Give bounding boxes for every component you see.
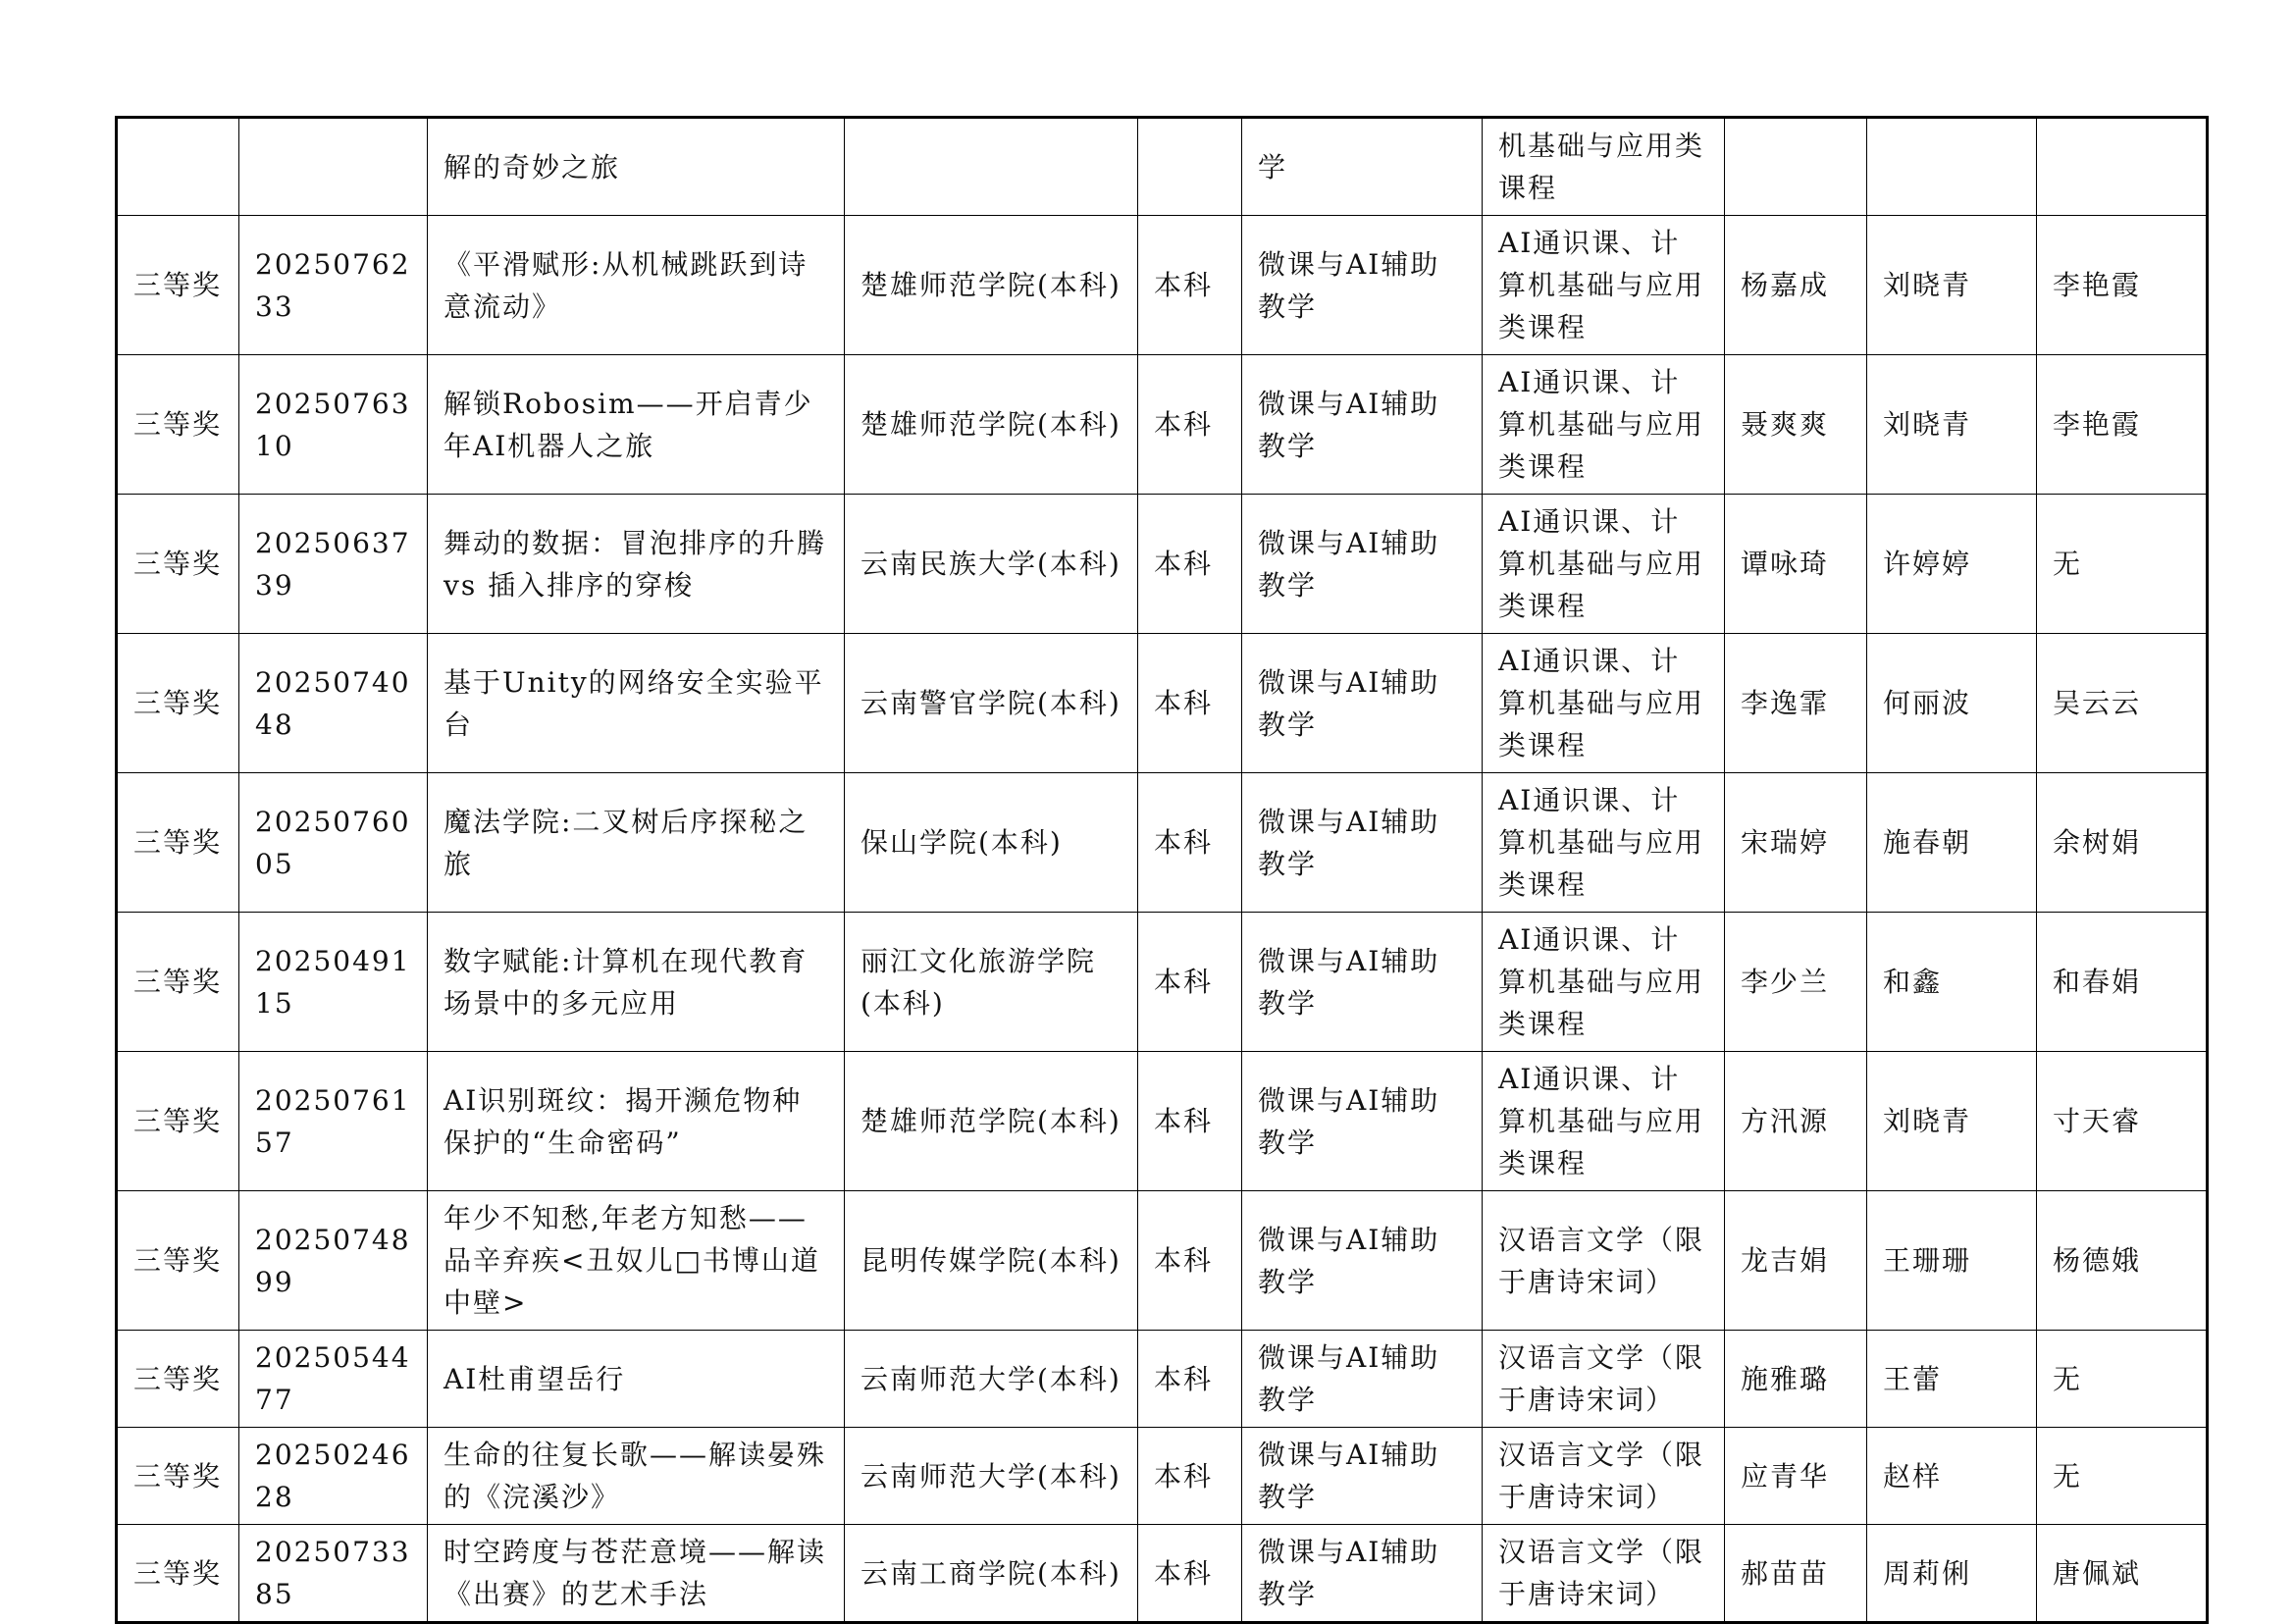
category-cell: 微课与AI辅助教学 — [1242, 913, 1483, 1052]
level-cell: 本科 — [1138, 1428, 1242, 1525]
advisor-cell: 施春朝 — [1867, 773, 2037, 913]
title-cell: 基于Unity的网络安全实验平台 — [428, 634, 845, 773]
title-cell: 解锁Robosim——开启青少年AI机器人之旅 — [428, 355, 845, 495]
level-cell: 本科 — [1138, 1052, 1242, 1191]
award-cell: 三等奖 — [117, 773, 239, 913]
award-cell: 三等奖 — [117, 1525, 239, 1623]
id-cell: 2025063739 — [239, 495, 428, 634]
subcategory-cell: AI通识课、计算机基础与应用类课程 — [1483, 355, 1725, 495]
subcategory-cell: AI通识课、计算机基础与应用类课程 — [1483, 913, 1725, 1052]
school-cell: 云南师范大学(本科) — [845, 1331, 1138, 1428]
category-cell: 微课与AI辅助教学 — [1242, 1191, 1483, 1331]
table-row — [117, 913, 2208, 1052]
advisor2-cell: 李艳霞 — [2037, 216, 2208, 355]
id-cell — [239, 118, 428, 216]
category-cell: 学 — [1242, 118, 1483, 216]
author-cell: 施雅璐 — [1725, 1331, 1867, 1428]
school-cell: 云南工商学院(本科) — [845, 1525, 1138, 1623]
advisor2-cell: 唐佩斌 — [2037, 1525, 2208, 1623]
id-cell: 2025076005 — [239, 773, 428, 913]
subcategory-cell: 汉语言文学（限于唐诗宋词） — [1483, 1525, 1725, 1623]
author-cell: 郝苗苗 — [1725, 1525, 1867, 1623]
school-cell: 云南警官学院(本科) — [845, 634, 1138, 773]
author-cell: 宋瑞婷 — [1725, 773, 1867, 913]
title-cell: 时空跨度与苍茫意境——解读《出赛》的艺术手法 — [428, 1525, 845, 1623]
author-cell: 方汛源 — [1725, 1052, 1867, 1191]
subcategory-cell: AI通识课、计算机基础与应用类课程 — [1483, 216, 1725, 355]
level-cell: 本科 — [1138, 1525, 1242, 1623]
school-cell: 楚雄师范学院(本科) — [845, 355, 1138, 495]
award-cell: 三等奖 — [117, 634, 239, 773]
advisor-cell: 周莉俐 — [1867, 1525, 2037, 1623]
category-cell: 微课与AI辅助教学 — [1242, 634, 1483, 773]
advisor2-cell: 无 — [2037, 1428, 2208, 1525]
award-cell: 三等奖 — [117, 1428, 239, 1525]
title-cell: 《平滑赋形:从机械跳跃到诗意流动》 — [428, 216, 845, 355]
subcategory-cell: 汉语言文学（限于唐诗宋词） — [1483, 1191, 1725, 1331]
id-cell: 2025074899 — [239, 1191, 428, 1331]
table-row — [117, 1191, 2208, 1331]
id-cell: 2025076157 — [239, 1052, 428, 1191]
award-cell: 三等奖 — [117, 355, 239, 495]
subcategory-cell: 汉语言文学（限于唐诗宋词） — [1483, 1428, 1725, 1525]
school-cell: 保山学院(本科) — [845, 773, 1138, 913]
id-cell: 2025074048 — [239, 634, 428, 773]
title-cell: 舞动的数据：冒泡排序的升腾vs 插入排序的穿梭 — [428, 495, 845, 634]
id-cell: 2025054477 — [239, 1331, 428, 1428]
category-cell: 微课与AI辅助教学 — [1242, 355, 1483, 495]
school-cell — [845, 118, 1138, 216]
category-cell: 微课与AI辅助教学 — [1242, 1525, 1483, 1623]
author-cell: 聂爽爽 — [1725, 355, 1867, 495]
table-row — [117, 1428, 2208, 1525]
category-cell: 微课与AI辅助教学 — [1242, 1428, 1483, 1525]
advisor-cell: 和鑫 — [1867, 913, 2037, 1052]
award-table — [115, 116, 2209, 1624]
title-cell: AI杜甫望岳行 — [428, 1331, 845, 1428]
school-cell: 昆明传媒学院(本科) — [845, 1191, 1138, 1331]
school-cell: 云南师范大学(本科) — [845, 1428, 1138, 1525]
table-row — [117, 634, 2208, 773]
award-cell: 三等奖 — [117, 1191, 239, 1331]
advisor-cell — [1867, 118, 2037, 216]
advisor2-cell: 和春娟 — [2037, 913, 2208, 1052]
award-cell: 三等奖 — [117, 495, 239, 634]
award-cell: 三等奖 — [117, 1052, 239, 1191]
advisor-cell: 王珊珊 — [1867, 1191, 2037, 1331]
level-cell: 本科 — [1138, 634, 1242, 773]
category-cell: 微课与AI辅助教学 — [1242, 216, 1483, 355]
title-cell: 年少不知愁,年老方知愁——品辛弃疾<丑奴儿□书博山道中壁> — [428, 1191, 845, 1331]
table-row — [117, 118, 2208, 216]
table-body — [117, 118, 2208, 1623]
category-cell: 微课与AI辅助教学 — [1242, 1331, 1483, 1428]
subcategory-cell: AI通识课、计算机基础与应用类课程 — [1483, 773, 1725, 913]
table-row — [117, 773, 2208, 913]
school-cell: 云南民族大学(本科) — [845, 495, 1138, 634]
id-cell: 2025076233 — [239, 216, 428, 355]
advisor-cell: 何丽波 — [1867, 634, 2037, 773]
level-cell: 本科 — [1138, 495, 1242, 634]
table-row — [117, 1331, 2208, 1428]
advisor-cell: 许婷婷 — [1867, 495, 2037, 634]
award-cell: 三等奖 — [117, 1331, 239, 1428]
level-cell: 本科 — [1138, 355, 1242, 495]
level-cell: 本科 — [1138, 216, 1242, 355]
subcategory-cell: AI通识课、计算机基础与应用类课程 — [1483, 495, 1725, 634]
author-cell: 应青华 — [1725, 1428, 1867, 1525]
advisor-cell: 刘晓青 — [1867, 1052, 2037, 1191]
advisor2-cell: 吴云云 — [2037, 634, 2208, 773]
subcategory-cell: 机基础与应用类课程 — [1483, 118, 1725, 216]
author-cell: 李少兰 — [1725, 913, 1867, 1052]
title-cell: AI识别斑纹：揭开濒危物种保护的“生命密码” — [428, 1052, 845, 1191]
id-cell: 2025024628 — [239, 1428, 428, 1525]
school-cell: 楚雄师范学院(本科) — [845, 1052, 1138, 1191]
author-cell — [1725, 118, 1867, 216]
subcategory-cell: AI通识课、计算机基础与应用类课程 — [1483, 1052, 1725, 1191]
id-cell: 2025073385 — [239, 1525, 428, 1623]
author-cell: 龙吉娟 — [1725, 1191, 1867, 1331]
advisor2-cell: 无 — [2037, 495, 2208, 634]
title-cell: 魔法学院:二叉树后序探秘之旅 — [428, 773, 845, 913]
advisor2-cell: 寸天睿 — [2037, 1052, 2208, 1191]
table-row — [117, 1525, 2208, 1623]
school-cell: 楚雄师范学院(本科) — [845, 216, 1138, 355]
table-row — [117, 1052, 2208, 1191]
award-cell: 三等奖 — [117, 216, 239, 355]
id-cell: 2025049115 — [239, 913, 428, 1052]
table-row — [117, 355, 2208, 495]
award-cell — [117, 118, 239, 216]
title-cell: 数字赋能:计算机在现代教育场景中的多元应用 — [428, 913, 845, 1052]
advisor2-cell: 李艳霞 — [2037, 355, 2208, 495]
advisor-cell: 王蕾 — [1867, 1331, 2037, 1428]
advisor2-cell — [2037, 118, 2208, 216]
category-cell: 微课与AI辅助教学 — [1242, 495, 1483, 634]
advisor-cell: 刘晓青 — [1867, 355, 2037, 495]
school-cell: 丽江文化旅游学院(本科) — [845, 913, 1138, 1052]
award-cell: 三等奖 — [117, 913, 239, 1052]
advisor-cell: 刘晓青 — [1867, 216, 2037, 355]
title-cell: 生命的往复长歌——解读晏殊的《浣溪沙》 — [428, 1428, 845, 1525]
author-cell: 谭咏琦 — [1725, 495, 1867, 634]
table-row — [117, 216, 2208, 355]
subcategory-cell: AI通识课、计算机基础与应用类课程 — [1483, 634, 1725, 773]
advisor2-cell: 余树娟 — [2037, 773, 2208, 913]
category-cell: 微课与AI辅助教学 — [1242, 1052, 1483, 1191]
level-cell: 本科 — [1138, 913, 1242, 1052]
advisor-cell: 赵样 — [1867, 1428, 2037, 1525]
category-cell: 微课与AI辅助教学 — [1242, 773, 1483, 913]
author-cell: 杨嘉成 — [1725, 216, 1867, 355]
subcategory-cell: 汉语言文学（限于唐诗宋词） — [1483, 1331, 1725, 1428]
advisor2-cell: 无 — [2037, 1331, 2208, 1428]
advisor2-cell: 杨德娥 — [2037, 1191, 2208, 1331]
level-cell: 本科 — [1138, 1191, 1242, 1331]
level-cell: 本科 — [1138, 1331, 1242, 1428]
author-cell: 李逸霏 — [1725, 634, 1867, 773]
table-row — [117, 495, 2208, 634]
id-cell: 2025076310 — [239, 355, 428, 495]
title-cell: 解的奇妙之旅 — [428, 118, 845, 216]
level-cell — [1138, 118, 1242, 216]
level-cell: 本科 — [1138, 773, 1242, 913]
